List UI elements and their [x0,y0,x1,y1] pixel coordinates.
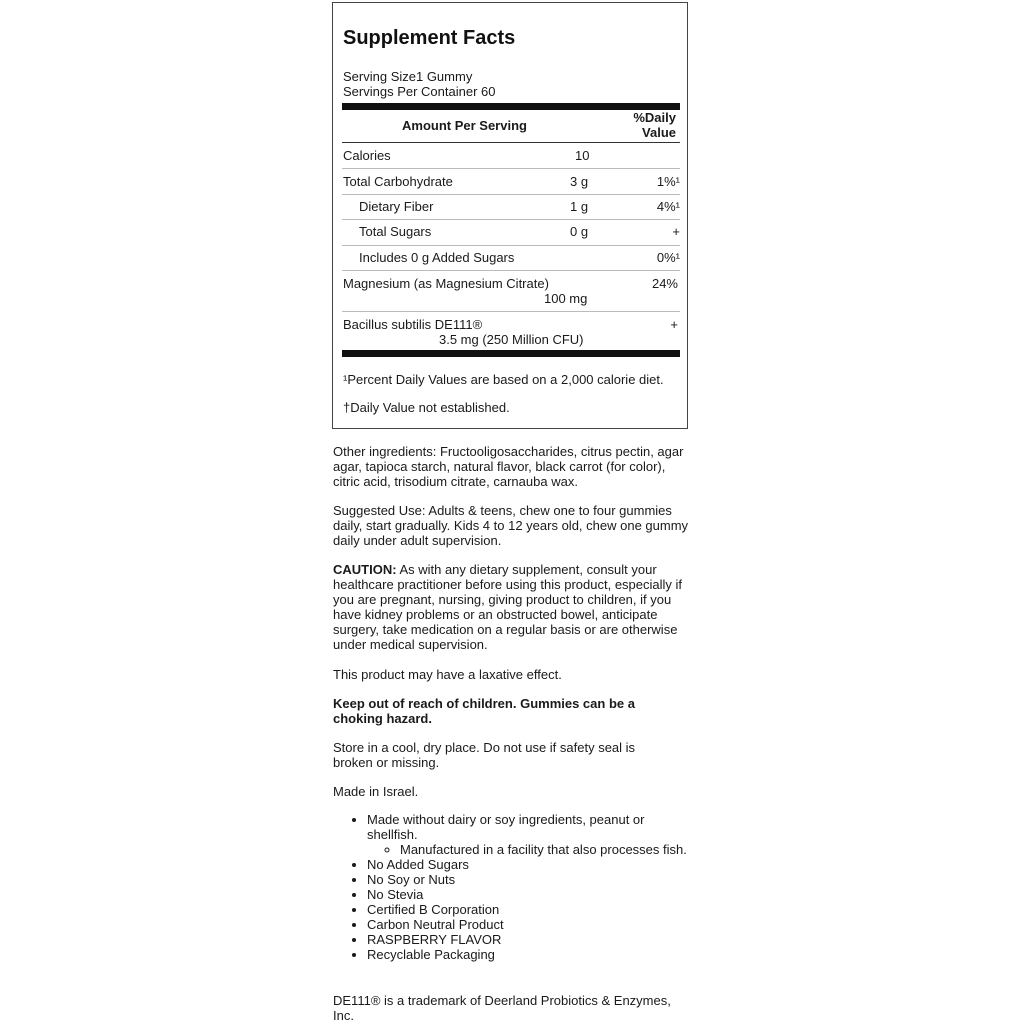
laxative-note: This product may have a laxative effect. [333,667,562,682]
nutrient-label: Total Sugars [359,224,432,239]
list-item: ◦ Manufactured in a facility that also processes fish. [400,842,693,857]
bacillus-amount: 3.5 mg (250 Million CFU) [439,332,584,347]
nutrient-amount: 10 [575,148,590,163]
serving-size: Serving Size1 Gummy [343,69,473,84]
nutrient-amount: 1 g [570,199,589,214]
other-ingredients: Other ingredients: Fructooligosaccharides, citrus pectin, agar agar, tapioca starch, natural flavor, black carrot (for color), citric acid, trisodium citrate, carnauba wax. [333,444,684,489]
footnote-percent-dv: ¹Percent Daily Values are based on a 2,000 calorie diet. [343,372,664,387]
row-divider [342,311,680,312]
list-item: • Made without dairy or soy ingredients, peanut or shellfish. ◦ Manufactured in a facility that also processes fish. [367,812,693,857]
product-features-list [333,812,693,962]
nutrient-label: Includes 0 g Added Sugars [359,250,515,265]
list-item: • RASPBERRY FLAVOR [367,932,693,947]
list-item: • No Soy or Nuts [367,872,693,887]
nutrient-row-total-carbohydrate [343,169,680,194]
caution-label: CAUTION: [333,562,397,577]
bacillus-dv: + [670,317,678,332]
list-item: • Certified B Corporation [367,902,693,917]
bacillus-label: Bacillus subtilis DE111® [343,317,483,332]
thick-divider-top [342,103,680,110]
nutrient-amount: 0 g [570,224,589,239]
nutrient-dv: + [672,224,680,239]
caution-body: As with any dietary supplement, consult your healthcare practitioner before using this product, especially if you are pregnant, nursing, giving product to children, if you have kidney problems or an obstructed bowel, anticipate surgery, take medication on a regular basis or are otherwise under medical supervision. [333,562,683,652]
nutrient-label: Calories [343,148,391,163]
made-in: Made in Israel. [333,784,419,799]
nutrient-row-dietary-fiber [343,194,680,219]
nutrient-dv: 4%¹ [656,199,680,214]
sub-list [367,842,693,857]
nutrient-dv: 0%¹ [656,250,680,265]
panel-title: Supplement Facts [343,27,516,49]
list-item: • Recyclable Packaging [367,947,693,962]
nutrient-row-total-sugars [343,219,680,244]
nutrient-row-added-sugars [343,245,680,270]
storage-note: Store in a cool, dry place. Do not use if safety seal is broken or missing. [333,740,636,770]
header-dv-line2: Value [642,125,676,140]
thick-divider-bottom [342,350,680,357]
magnesium-dv: 24% [651,276,678,291]
caution-text [333,562,689,652]
list-item: • Carbon Neutral Product [367,917,693,932]
nutrient-row-calories [343,143,680,168]
magnesium-amount: 100 mg [544,291,588,306]
nutrient-amount: 3 g [570,174,589,189]
list-item: • No Added Sugars [367,857,693,872]
trademark-note: DE111® is a trademark of Deerland Probiotics & Enzymes, Inc. [333,993,671,1023]
servings-per-container: Servings Per Container 60 [343,84,496,99]
header-amount: Amount Per Serving [402,118,527,133]
footnote-dv-not-established: †Daily Value not established. [343,400,510,415]
row-divider [342,270,680,271]
list-item: • No Stevia [367,887,693,902]
nutrient-label: Dietary Fiber [359,199,434,214]
keep-out-warning: Keep out of reach of children. Gummies can be a choking hazard. [333,696,635,726]
magnesium-label: Magnesium (as Magnesium Citrate) [343,276,549,291]
nutrient-label: Total Carbohydrate [343,174,453,189]
suggested-use: Suggested Use: Adults & teens, chew one to four gummies daily, start gradually. Kids 4 to 12 years old, chew one gummy daily under adult supervision. [333,503,689,548]
supplement-facts-panel [332,2,688,429]
nutrient-dv: 1%¹ [656,174,680,189]
header-dv-line1: %Daily [633,110,676,125]
